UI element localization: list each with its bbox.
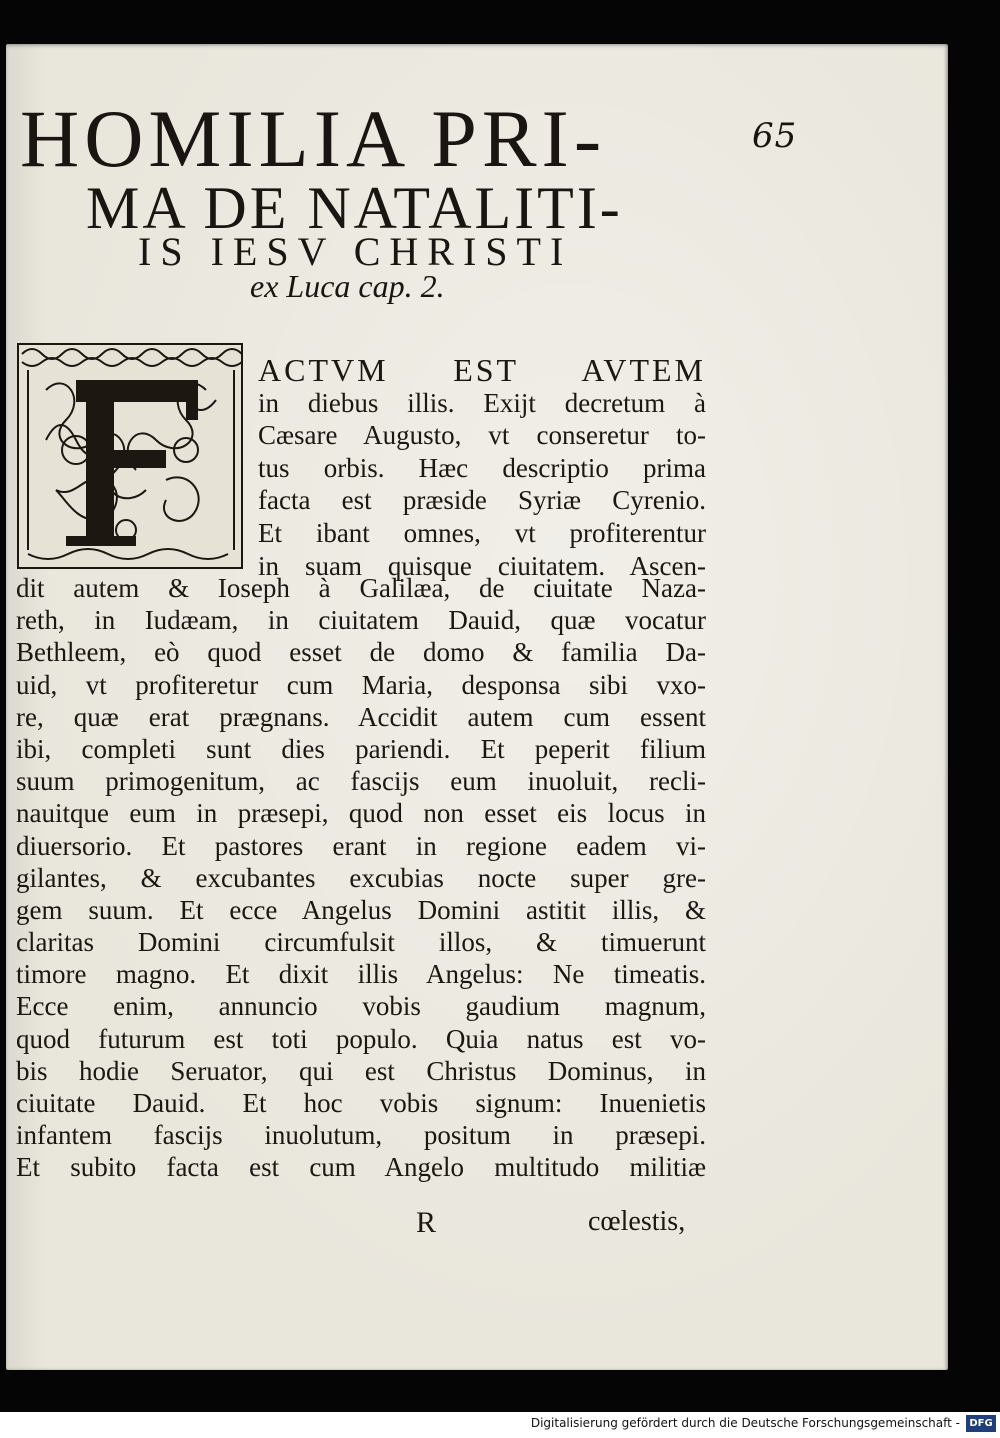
dfg-logo-icon: DFG: [966, 1415, 996, 1432]
footer-bar: [0, 1412, 1000, 1438]
text-line: timore magno. Et dixit illis Angelus: Ne timeatis.: [16, 959, 706, 990]
text-line: Et ibant omnes, vt profiterentur: [258, 517, 706, 548]
text-line: ibi, completi sunt dies pariendi. Et peperit filium: [16, 733, 706, 764]
text-line: tus orbis. Hæc descriptio prima: [258, 452, 706, 483]
title-line-4: ex Luca cap. 2.: [250, 268, 445, 304]
signature-mark: R: [416, 1206, 437, 1239]
text-line: facta est præside Syriæ Cyrenio.: [258, 485, 706, 516]
text-line: claritas Domini circumfulsit illos, & timuerunt: [16, 927, 706, 958]
text-line: ciuitate Dauid. Et hoc vobis signum: Inuenietis: [16, 1088, 706, 1118]
text-line: Cæsare Augusto, vt conseretur to-: [258, 420, 706, 451]
title-line-3: IS IESV CHRISTI: [138, 229, 573, 274]
text-line: uid, vt profiteretur cum Maria, desponsa sibi vxo-: [16, 669, 706, 700]
text-line: nauitque eum in præsepi, quod non esset eis locus in: [16, 798, 706, 829]
text-line: reth, in Iudæam, in ciuitatem Dauid, quæ vocatur: [16, 605, 706, 636]
text-line: Bethleem, eò quod esset de domo & familia Da-: [16, 637, 706, 668]
text-line: re, quæ erat prægnans. Accidit autem cum essent: [16, 701, 706, 732]
text-line: infantem fascijs inuolutum, positum in præsepi.: [16, 1120, 706, 1151]
text-line: dit autem & Ioseph à Galilæa, de ciuitate Naza-: [16, 573, 706, 603]
funding-credit: Digitalisierung gefördert durch die Deutsche Forschungsgemeinschaft -: [530, 1416, 960, 1430]
text-line: diuersorio. Et pastores erant in regione eadem vi-: [16, 830, 706, 861]
title-line-2: MA DE NATALITI-: [86, 175, 623, 241]
text-line: ACTVM EST AVTEM: [258, 352, 706, 388]
text-line: quod futurum est toti populo. Quia natus est vo-: [16, 1023, 706, 1054]
page-number: 65: [752, 116, 798, 156]
text-line: Ecce enim, annuncio vobis gaudium magnum,: [16, 991, 706, 1022]
catchword: cœlestis,: [588, 1206, 686, 1237]
body-text: [16, 572, 706, 1184]
decorated-initial: [16, 340, 246, 572]
title-line-1: HOMILIA PRI-: [20, 93, 607, 184]
text-line: in diebus illis. Exijt decretum à: [258, 387, 706, 418]
text-line: gem suum. Et ecce Angelus Domini astitit illis, &: [16, 894, 706, 925]
text-line: gilantes, & excubantes excubias nocte super gre-: [16, 862, 706, 893]
text-line: in suam quisque ciuitatem. Ascen-: [258, 550, 706, 581]
text-line: suum primogenitum, ac fascijs eum inuoluit, recli-: [16, 766, 706, 797]
text-line: bis hodie Seruator, qui est Christus Dominus, in: [16, 1055, 706, 1086]
opening-paragraph: [258, 354, 706, 582]
text-line: Et subito facta est cum Angelo multitudo militiæ: [16, 1152, 706, 1183]
